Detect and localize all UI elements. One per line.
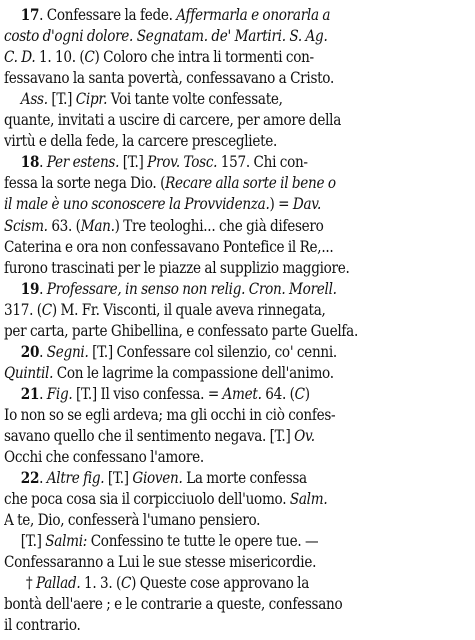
text-line: 19. Professare, in senso non relig. Cron. Morell. — [20, 278, 337, 298]
text-line: furono trascinati per le piazze al supplizio maggiore. — [4, 257, 350, 277]
text-line: Ass. [T.] Cipr. Voi tante volte confessate, — [20, 89, 283, 109]
text-line: Io non so se egli ardeva; ma gli occhi in ciò confes- — [4, 404, 336, 424]
text-line: bontà dell'aere ; e le contrarie a queste, confessano — [4, 594, 343, 614]
text-line: per carta, parte Ghibellina, e confessato parte Guelfa. — [4, 320, 358, 340]
text-line: C. D. 1. 10. (C) Coloro che intra li tormenti con- — [4, 47, 314, 67]
text-line: il male è uno sconoscere la Provvidenza.) = Dav. — [4, 194, 322, 214]
text-line: 20. Segni. [T.] Confessare col silenzio, co' cenni. — [20, 341, 337, 361]
text-line: Occhi che confessano l'amore. — [4, 447, 204, 467]
text-line: 317. (C) M. Fr. Visconti, il quale aveva rinnegata, — [4, 299, 326, 319]
text-line: 22. Altre fig. [T.] Gioven. La morte confessa — [20, 468, 307, 488]
text-line: Quintil. Con le lagrime la compassione dell'animo. — [4, 362, 334, 382]
text-line: Confessaranno a Lui le sue stesse misericordie. — [4, 552, 317, 572]
text-line: 21. Fig. [T.] Il viso confessa. = Amet. 64. (C) — [20, 383, 310, 403]
text-line: 17. Confessare la fede. Affermarla e onorarla a — [20, 5, 331, 24]
text-line: † Pallad. 1. 3. (C) Queste cose approvano la — [25, 573, 310, 593]
text-line: savano quello che il sentimento negava. [T.] Ov. — [4, 426, 315, 445]
text-line: fessavano la santa povertà, confessavano a Cristo. — [4, 68, 334, 88]
text-line: costo d'ogni dolore. Segnatam. de' Martiri. S. Ag. — [4, 26, 328, 46]
text-line: Caterina e ora non confessavano Pontefice il Re,... — [4, 236, 334, 256]
text-line: A te, Dio, confesserà l'umano pensiero. — [4, 510, 261, 530]
text-line: che poca cosa sia il corpicciuolo dell'uomo. Salm. — [4, 489, 328, 509]
dictionary-page — [4, 4, 470, 636]
text-line: virtù e della fede, la carcere prescegliete. — [4, 131, 278, 151]
text-line: [T.] Salmi: Confessino te tutte le opere tue. — — [20, 531, 319, 551]
text-line: il contrario. — [4, 615, 81, 635]
text-line: Scism. 63. (Man.) Tre teologhi... che già difesero — [4, 215, 324, 235]
text-line: 18. Per estens. [T.] Prov. Tosc. 157. Chi con- — [20, 152, 308, 172]
text-line: fessa la sorte nega Dio. (Recare alla sorte il bene o — [4, 173, 336, 193]
text-line: quante, invitati a uscire di carcere, per amore della — [4, 110, 342, 130]
